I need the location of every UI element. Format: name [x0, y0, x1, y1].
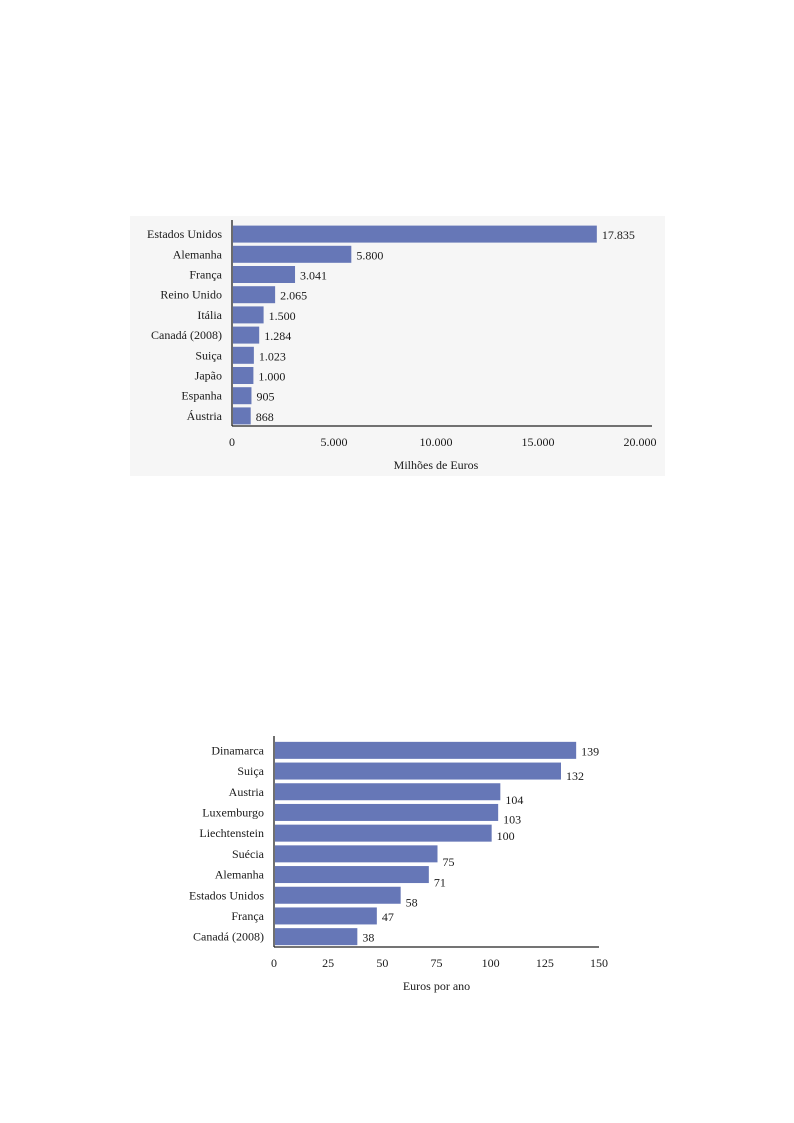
bar — [275, 825, 492, 842]
category-label: Dinamarca — [211, 743, 264, 758]
bar — [275, 887, 401, 904]
bar — [233, 347, 254, 364]
category-label: Japão — [194, 368, 222, 383]
bar — [275, 783, 500, 800]
x-axis-title: Euros por ano — [402, 979, 471, 993]
x-tick-label: 75 — [430, 956, 443, 970]
value-label: 58 — [405, 895, 418, 910]
bar — [275, 845, 438, 862]
chart-million-euros — [130, 216, 665, 476]
value-label: 71 — [433, 875, 446, 890]
value-label: 2.065 — [280, 288, 308, 303]
value-label: 1.500 — [268, 308, 296, 323]
category-label: Liechtenstein — [199, 826, 264, 841]
category-label: França — [189, 267, 222, 282]
bar — [275, 907, 377, 924]
bar — [233, 407, 251, 424]
x-tick-label: 0 — [229, 435, 235, 449]
value-label: 868 — [255, 409, 274, 424]
chart-euros-per-year — [175, 733, 615, 1008]
x-tick-label: 50 — [376, 956, 389, 970]
category-label: Alemanha — [172, 247, 222, 262]
value-label: 103 — [503, 812, 522, 827]
chart-euros-per-year-plot — [175, 733, 615, 1008]
value-label: 47 — [381, 909, 394, 924]
value-label: 17.835 — [601, 228, 635, 243]
x-tick-label: 150 — [590, 956, 608, 970]
category-label: Itália — [197, 307, 222, 322]
category-label: Canadá (2008) — [151, 328, 222, 343]
bar — [233, 306, 264, 323]
category-label: Suiça — [195, 348, 222, 363]
value-label: 104 — [505, 792, 524, 807]
x-tick-label: 5.000 — [320, 435, 348, 449]
bar — [233, 266, 295, 283]
bar — [233, 387, 251, 404]
category-label: Canadá (2008) — [193, 929, 264, 944]
x-tick-label: 10.000 — [419, 435, 453, 449]
x-tick-label: 0 — [271, 956, 277, 970]
category-label: Suiça — [237, 764, 264, 779]
bar — [275, 742, 576, 759]
value-label: 139 — [581, 744, 600, 759]
value-label: 38 — [362, 930, 375, 945]
category-label: Alemanha — [214, 867, 264, 882]
category-label: Luxemburgo — [202, 805, 264, 820]
bar — [233, 226, 597, 243]
bar — [233, 246, 351, 263]
bar — [233, 286, 275, 303]
x-tick-label: 25 — [322, 956, 335, 970]
category-label: Reino Unido — [160, 287, 222, 302]
value-label: 5.800 — [356, 248, 384, 263]
category-label: Estados Unidos — [189, 888, 264, 903]
bar — [275, 763, 561, 780]
category-label: Espanha — [181, 388, 222, 403]
bar — [275, 866, 429, 883]
bar — [233, 327, 259, 344]
value-label: 905 — [256, 389, 275, 404]
x-tick-label: 15.000 — [521, 435, 555, 449]
value-label: 75 — [442, 854, 455, 869]
value-label: 100 — [496, 829, 515, 844]
bar — [233, 367, 253, 384]
category-label: França — [231, 908, 264, 923]
value-label: 132 — [566, 769, 584, 784]
value-label: 1.000 — [258, 369, 286, 384]
value-label: 1.023 — [258, 349, 286, 364]
x-tick-label: 20.000 — [623, 435, 657, 449]
value-label: 1.284 — [264, 329, 292, 344]
category-label: Áustria — [186, 408, 222, 423]
value-label: 3.041 — [300, 268, 328, 283]
category-label: Suécia — [232, 846, 264, 861]
chart-million-euros-plot — [130, 216, 665, 476]
bar — [275, 928, 357, 945]
category-label: Estados Unidos — [147, 227, 222, 242]
category-label: Austria — [228, 784, 264, 799]
x-axis-title: Milhões de Euros — [393, 458, 479, 472]
x-tick-label: 100 — [481, 956, 500, 970]
bar — [275, 804, 498, 821]
x-tick-label: 125 — [535, 956, 554, 970]
